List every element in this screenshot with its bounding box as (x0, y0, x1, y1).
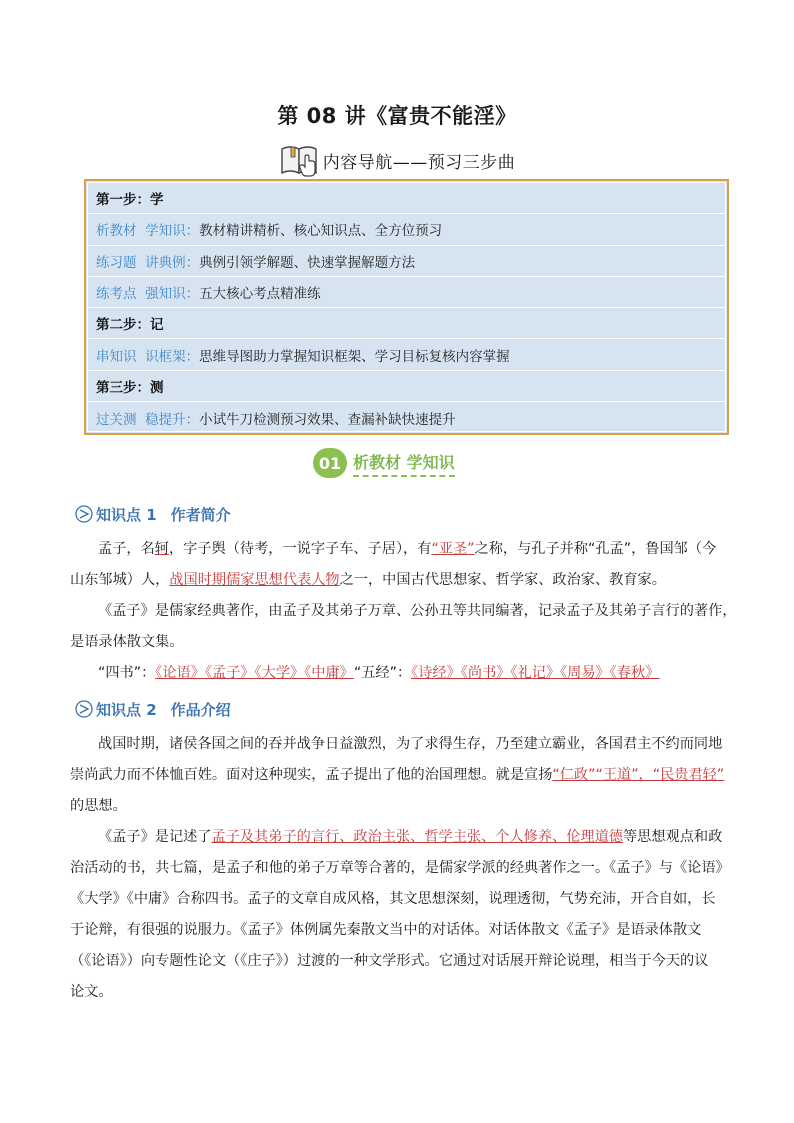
step-item-desc: 五大核心考点精准练 (199, 286, 321, 303)
knowledge-point-1-heading (74, 503, 231, 525)
step-item-desc: 小试牛刀检测预习效果、查漏补缺快速提升 (199, 411, 456, 428)
step-item (88, 402, 725, 433)
steps-overview-box (84, 179, 729, 435)
red-underlined-text: “亚圣” (431, 541, 475, 557)
text-line: 战国时期，诸侯各国之间的吞并战争日益激烈，为了求得生存，乃至建立霸业，各国君主不约而同地 (98, 736, 723, 752)
text-span: “五经”： (353, 665, 412, 681)
step-item-key: 练考点 强知识： (96, 286, 200, 303)
step-heading (88, 371, 725, 402)
step-item-desc: 教材精讲精析、核心知识点、全方位预习 (199, 223, 443, 240)
section-heading (313, 448, 455, 478)
step-item (88, 339, 725, 370)
page-title: 第 08 讲《富贵不能淫》 (277, 104, 517, 128)
step-item-key: 析教材 学知识： (96, 223, 200, 240)
text-span: 等思想观点和政 (622, 829, 723, 845)
text-span: 孟子，名 (98, 541, 155, 557)
four-books-list: 《论语》《孟子》《大学》《中庸》 (155, 665, 354, 681)
step-item (88, 246, 725, 277)
knowledge-point-2-heading (74, 698, 231, 720)
text-span: 崇尚武力而不体恤百姓。面对这种现实，孟子提出了他的治国理想。就是宣扬 (70, 767, 553, 783)
step-item-key: 练习题 讲典例： (96, 254, 200, 271)
step-item (88, 214, 725, 245)
red-underlined-text: 战国时期儒家思想代表人物 (169, 572, 340, 588)
text-line: 《大学》《中庸》合称四书。孟子的文章自成风格，其文思想深刻，说理透彻，气势充沛，开合自如，长 (70, 891, 716, 907)
knowledge-point-title: 作品介绍 (170, 700, 231, 719)
red-underlined-text: 孟子及其弟子的言行、政治主张、哲学主张、个人修养、伦理道德 (211, 829, 623, 845)
step-item-key: 串知识 识框架： (96, 348, 200, 365)
author-intro-paragraph (70, 534, 737, 689)
knowledge-point-title: 作者简介 (170, 505, 231, 524)
text-span: ，字子舆（待考，一说字子车、子居），有 (168, 541, 432, 557)
step-heading-text: 第三步：测 (96, 379, 164, 396)
text-span: 之称，与孔子并称“孔孟”，鲁国邹（今 (474, 541, 717, 557)
knowledge-point-label: 知识点 1 (96, 505, 157, 524)
step-item-desc: 典例引领学解题、快速掌握解题方法 (199, 254, 416, 271)
section-number-badge: 01 (313, 448, 347, 478)
work-intro-paragraph (70, 729, 730, 1008)
five-classics-list: 《诗经》《尚书》《礼记》《周易》《春秋》 (411, 665, 660, 681)
steps-list (87, 182, 726, 432)
text-line: 于论辩，有很强的说服力。《孟子》体例属先秦散文当中的对话体。对话体散文《孟子》是语录体散文 (70, 922, 702, 938)
text-line: （《论语》）向专题性论文（《庄子》）过渡的一种文学形式。它通过对话展开辩论说理，相当于今天的议 (70, 953, 709, 969)
red-underlined-text: “仁政”“王道”，“民贵君轻” (552, 767, 725, 783)
text-span: “四书”： (98, 665, 156, 681)
circle-arrow-icon (74, 504, 94, 524)
nav-title: 内容导航——预习三步曲 (322, 152, 516, 173)
text-line: 治活动的书，共七篇，是孟子和他的弟子万章等合著的，是儒家学派的经典著作之一。《孟子》与《论语》 (70, 860, 730, 876)
knowledge-point-label: 知识点 2 (96, 700, 157, 719)
book-hand-icon (279, 143, 321, 177)
text-span: 《孟子》是记述了 (98, 829, 212, 845)
underlined-text: 轲 (154, 541, 169, 557)
step-heading (88, 183, 725, 214)
step-heading-text: 第一步：学 (96, 192, 164, 209)
step-item (88, 277, 725, 308)
text-span: 之一，中国古代思想家、哲学家、政治家、教育家。 (339, 572, 666, 588)
text-line: 的思想。 (70, 798, 127, 814)
circle-arrow-icon (74, 699, 94, 719)
text-span: 山东邹城）人， (70, 572, 170, 588)
mencius-book-line-2: 是语录体散文集。 (70, 634, 184, 650)
step-item-desc: 思维导图助力掌握知识框架、学习目标复核内容掌握 (199, 348, 510, 365)
mencius-book-line: 《孟子》是儒家经典著作，由孟子及其弟子万章、公孙丑等共同编著，记录孟子及其弟子言行的著作， (98, 603, 737, 619)
step-heading-text: 第二步：记 (96, 317, 164, 334)
content-nav-heading (0, 143, 794, 177)
text-line: 论文。 (70, 984, 113, 1000)
step-item-key: 过关测 稳提升： (96, 411, 200, 428)
section-label: 析教材 学知识 (353, 450, 455, 477)
step-heading (88, 308, 725, 339)
